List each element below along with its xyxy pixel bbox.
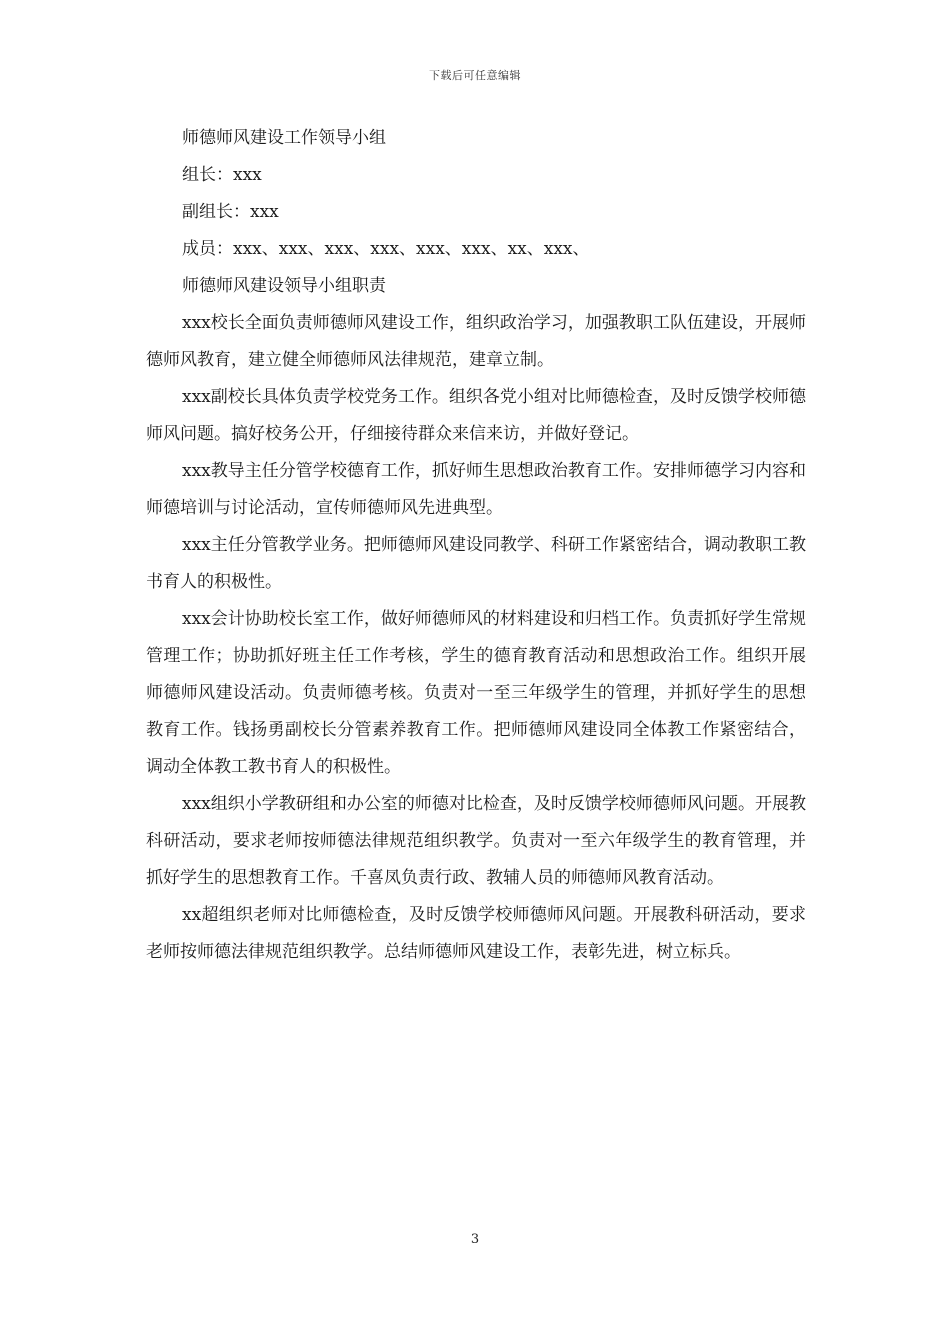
document-body: [146, 120, 806, 971]
group-leader-line: 组长：xxx: [182, 165, 262, 185]
group-title: 师德师风建设工作领导小组: [182, 128, 386, 148]
paragraph-accountant: xxx会计协助校长室工作，做好师德师风的材料建设和归档工作。负责抓好学生常规管理工作；协助抓好班主任工作考核，学生的德育教育活动和思想政治工作。组织开展师德师风建设活动。负责师德考核。负责对一至三年级学生的管理，并抓好学生的思想教育工作。钱扬勇副校长分管素养教育工作。把师德师风建设同全体教工作紧密结合，调动全体教工教书育人的积极性。: [146, 609, 806, 777]
paragraph-dean: xxx教导主任分管学校德育工作，抓好师生思想政治教育工作。安排师德学习内容和师德培训与讨论活动，宣传师德师风先进典型。: [146, 461, 806, 518]
duties-heading: 师德师风建设领导小组职责: [182, 276, 386, 296]
paragraph-vice-principal: xxx副校长具体负责学校党务工作。组织各党小组对比师德检查，及时反馈学校师德师风问题。搞好校务公开，仔细接待群众来信来访，并做好登记。: [146, 387, 806, 444]
paragraph-teacher-check: xx超组织老师对比师德检查，及时反馈学校师德师风问题。开展教科研活动，要求老师按师德法律规范组织教学。总结师德师风建设工作，表彰先进，树立标兵。: [146, 905, 806, 962]
header-note: 下载后可任意编辑: [429, 69, 521, 82]
page-number: 3: [470, 1232, 480, 1247]
paragraph-research-group: xxx组织小学教研组和办公室的师德对比检查，及时反馈学校师德师风问题。开展教科研活动，要求老师按师德法律规范组织教学。负责对一至六年级学生的教育管理，并抓好学生的思想教育工作。千喜凤负责行政、教辅人员的师德师风教育活动。: [146, 794, 806, 888]
members-line: 成员：xxx、xxx、xxx、xxx、xxx、xxx、xx、xxx、: [182, 239, 590, 259]
deputy-leader-line: 副组长：xxx: [182, 202, 279, 222]
paragraph-director: xxx主任分管教学业务。把师德师风建设同教学、科研工作紧密结合，调动教职工教书育人的积极性。: [146, 535, 806, 592]
paragraph-principal: xxx校长全面负责师德师风建设工作，组织政治学习，加强教职工队伍建设，开展师德师风教育，建立健全师德师风法律规范，建章立制。: [146, 313, 806, 370]
